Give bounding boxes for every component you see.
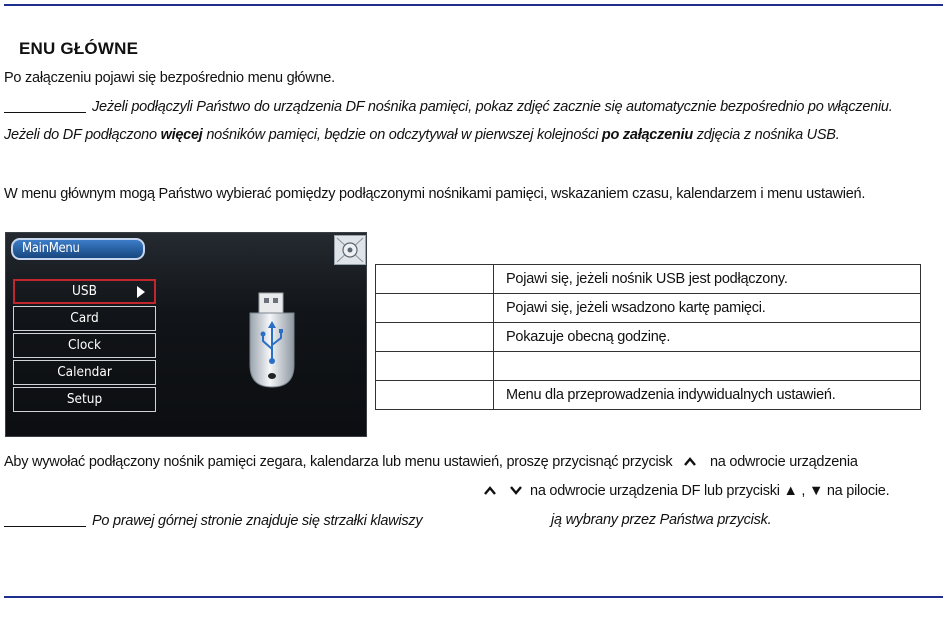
table-cell-key [376, 323, 494, 352]
menu-item-clock[interactable]: Clock [13, 333, 156, 358]
table-cell-desc [494, 352, 921, 381]
main-menu-title: MainMenu [11, 238, 145, 260]
table-cell-key [376, 381, 494, 410]
paragraph-arrows: Po prawej górnej stronie znajduje się strzałki klawiszy [4, 512, 422, 529]
paragraph-autostart: Jeżeli podłączyli Państwo do urządzenia DF nośnika pamięci, pokaz zdjęć zacznie się automatycznie bezpośrednio po włączeniu. [4, 98, 893, 115]
paragraph-button-instructions: Aby wywołać podłączony nośnik pamięci zegara, kalendarza lub menu ustawień, proszę przycisnąć przycisk na odwrocie urządzenia [4, 454, 858, 470]
section-heading: ENU GŁÓWNE [19, 39, 139, 58]
paragraph-intro: Po załączeniu pojawi się bezpośrednio menu główne. [4, 70, 335, 86]
chevron-up-icon [484, 483, 496, 499]
device-main-menu-screenshot [5, 232, 367, 437]
usb-stick-icon [244, 291, 300, 396]
menu-item-usb[interactable]: USB [13, 279, 156, 304]
paragraph-priority: Jeżeli do DF podłączono więcej nośników pamięci, będzie on odczytywał w pierwszej kolejności po załączeniu zdjęcia z nośnika USB. [4, 127, 840, 143]
table-cell-key [376, 294, 494, 323]
main-menu-list [13, 279, 156, 414]
blank-line [4, 98, 86, 113]
table-row [376, 352, 921, 381]
table-cell-desc: Pokazuje obecną godzinę. [494, 323, 921, 352]
table-row [376, 381, 921, 410]
menu-icon-table [375, 264, 921, 410]
paragraph-remote: na odwrocie urządzenia DF lub przyciski ▲ , ▼ na pilocie. [484, 483, 889, 499]
table-cell-desc: Pojawi się, jeżeli wsadzono kartę pamięci. [494, 294, 921, 323]
bottom-rule [4, 596, 943, 598]
table-cell-key [376, 352, 494, 381]
settings-icon [334, 235, 366, 265]
menu-item-card[interactable]: Card [13, 306, 156, 331]
menu-item-setup[interactable]: Setup [13, 387, 156, 412]
paragraph-menu-desc: W menu głównym mogą Państwo wybierać pomiędzy podłączonymi nośnikami pamięci, wskazaniem czasu, kalendarzem i menu ustawień. [4, 186, 866, 202]
chevron-down-icon [510, 483, 522, 499]
table-cell-desc: Menu dla przeprowadzenia indywidualnych ustawień. [494, 381, 921, 410]
table-cell-desc: Pojawi się, jeżeli nośnik USB jest podłączony. [494, 265, 921, 294]
table-row [376, 323, 921, 352]
top-rule [4, 4, 943, 6]
paragraph-arrows-end: ją wybrany przez Państwa przycisk. [551, 512, 772, 528]
table-cell-key [376, 265, 494, 294]
table-row [376, 265, 921, 294]
chevron-up-icon [684, 454, 696, 470]
chevron-right-icon [137, 286, 145, 298]
blank-line [4, 512, 86, 527]
menu-item-calendar[interactable]: Calendar [13, 360, 156, 385]
table-row [376, 294, 921, 323]
